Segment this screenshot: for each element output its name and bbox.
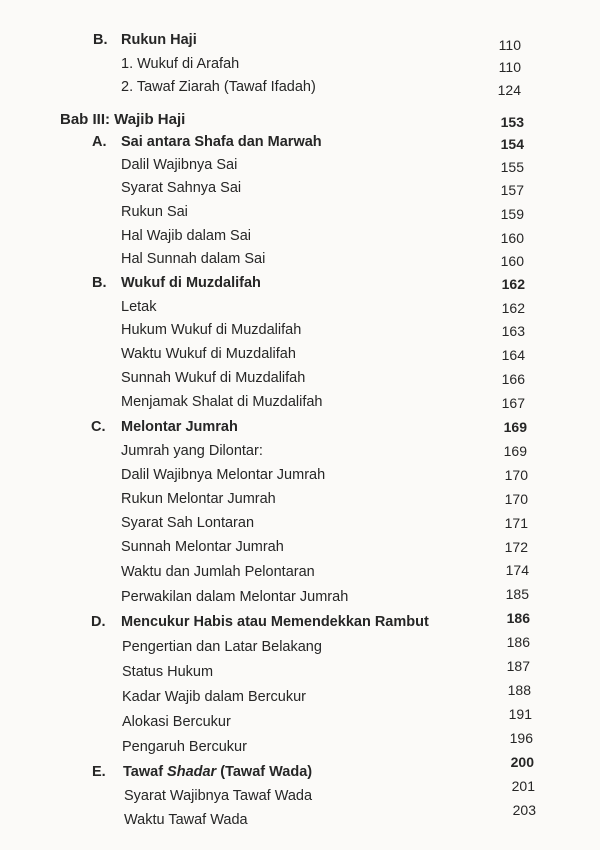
toc-entry [0, 204, 600, 226]
section-title [123, 764, 312, 780]
entry-label: 1. Wukuf di Arafah [121, 56, 240, 72]
page-number: 169 [503, 443, 527, 459]
toc-entry [0, 586, 600, 611]
entry-label: Sunnah Wukuf di Muzdalifah [121, 370, 306, 386]
toc-entry [0, 322, 600, 344]
toc-entry [0, 778, 600, 810]
page-number: 164 [501, 347, 525, 363]
toc-entry [0, 515, 600, 537]
toc-section-heading [0, 754, 600, 786]
page-number: 186 [506, 610, 530, 626]
entry-label: Hukum Wukuf di Muzdalifah [121, 322, 302, 338]
page-number: 160 [500, 253, 524, 269]
section-title: Wukuf di Muzdalifah [121, 275, 261, 291]
section-letter: B. [93, 32, 108, 48]
entry-label: Pengertian dan Latar Belakang [122, 639, 322, 655]
entry-label: 2. Tawaf Ziarah (Tawaf Ifadah) [121, 79, 316, 95]
toc-chapter-heading [0, 111, 600, 133]
page-number: 170 [504, 491, 528, 507]
page-number: 154 [500, 136, 524, 152]
section-title-post: (Tawaf Wada) [216, 764, 313, 780]
page-number: 110 [498, 59, 521, 75]
toc-section-heading [0, 610, 600, 636]
section-letter: E. [92, 764, 106, 780]
entry-label: Perwakilan dalam Melontar Jumrah [121, 589, 349, 605]
entry-label: Letak [121, 299, 157, 315]
page-number: 162 [501, 276, 525, 292]
toc-section-heading [0, 32, 600, 54]
entry-label: Dalil Wajibnya Sai [121, 157, 238, 173]
toc-entry [0, 564, 600, 586]
toc-entry [0, 228, 600, 250]
section-title-italic: Shadar [167, 764, 217, 780]
entry-label: Pengaruh Bercukur [122, 739, 247, 755]
toc-entry [0, 299, 600, 321]
toc-entry [0, 346, 600, 368]
entry-label: Syarat Wajibnya Tawaf Wada [124, 788, 313, 804]
entry-label: Rukun Melontar Jumrah [121, 491, 276, 507]
toc-entry [0, 56, 600, 78]
page-number: 166 [501, 371, 525, 387]
entry-label: Status Hukum [122, 664, 214, 680]
page-number: 110 [498, 37, 521, 53]
entry-label: Menjamak Shalat di Muzdalifah [121, 394, 323, 410]
section-title: Mencukur Habis atau Memendekkan Rambut [121, 614, 429, 630]
toc-entry [0, 157, 600, 179]
toc-entry [0, 180, 600, 202]
toc-entry [0, 443, 600, 465]
toc-entry [0, 491, 600, 513]
entry-label: Waktu Tawaf Wada [124, 812, 248, 828]
entry-label: Sunnah Melontar Jumrah [121, 539, 284, 555]
chapter-title: Bab III: Wajib Haji [60, 111, 186, 128]
page-number: 162 [501, 300, 525, 316]
section-letter: B. [92, 275, 107, 291]
entry-label: Rukun Sai [121, 204, 188, 220]
page-number: 196 [509, 730, 533, 746]
page-number: 155 [500, 159, 524, 175]
section-title-pre: Tawaf [123, 764, 168, 780]
page-number: 159 [500, 206, 524, 222]
page-number: 172 [504, 539, 528, 555]
entry-label: Waktu dan Jumlah Pelontaran [121, 564, 315, 580]
section-letter: D. [91, 614, 106, 630]
page-number: 157 [500, 182, 524, 198]
entry-label: Alokasi Bercukur [122, 714, 231, 730]
toc-entry [0, 467, 600, 489]
entry-label: Syarat Sah Lontaran [121, 515, 255, 531]
toc-section-heading [0, 419, 600, 441]
section-letter: A. [92, 134, 107, 150]
toc-entry [0, 394, 600, 416]
entry-label: Syarat Sahnya Sai [121, 180, 242, 196]
entry-label: Hal Sunnah dalam Sai [121, 251, 266, 267]
page-number: 187 [506, 658, 530, 674]
entry-label: Jumrah yang Dilontar: [121, 443, 263, 459]
section-title: Melontar Jumrah [121, 419, 238, 435]
page-number: 201 [511, 778, 535, 794]
page-number: 124 [497, 82, 521, 98]
page-number: 167 [501, 395, 525, 411]
page-number: 153 [500, 114, 524, 130]
page-number: 170 [504, 467, 528, 483]
page-number: 203 [512, 802, 536, 818]
entry-label: Kadar Wajib dalam Bercukur [122, 689, 307, 705]
section-letter: C. [91, 419, 106, 435]
entry-label: Dalil Wajibnya Melontar Jumrah [121, 467, 326, 483]
page-number: 185 [505, 586, 529, 602]
entry-label: Waktu Wukuf di Muzdalifah [121, 346, 296, 362]
entry-label: Hal Wajib dalam Sai [121, 228, 252, 244]
page-number: 200 [510, 754, 534, 770]
toc-entry [0, 539, 600, 561]
section-title: Rukun Haji [121, 32, 197, 48]
page-number: 186 [506, 634, 530, 650]
toc-section-heading [0, 275, 600, 297]
page-number: 191 [508, 706, 532, 722]
page-number: 188 [507, 682, 531, 698]
toc-entry [0, 802, 600, 834]
page-number: 171 [504, 515, 528, 531]
page-number: 160 [500, 230, 524, 246]
toc-entry [0, 79, 600, 101]
toc-entry [0, 251, 600, 273]
page-number: 163 [501, 323, 525, 339]
section-title: Sai antara Shafa dan Marwah [121, 134, 322, 150]
page-number: 169 [503, 419, 527, 435]
toc-entry [0, 370, 600, 392]
page-number: 174 [505, 562, 529, 578]
toc-section-heading [0, 134, 600, 156]
